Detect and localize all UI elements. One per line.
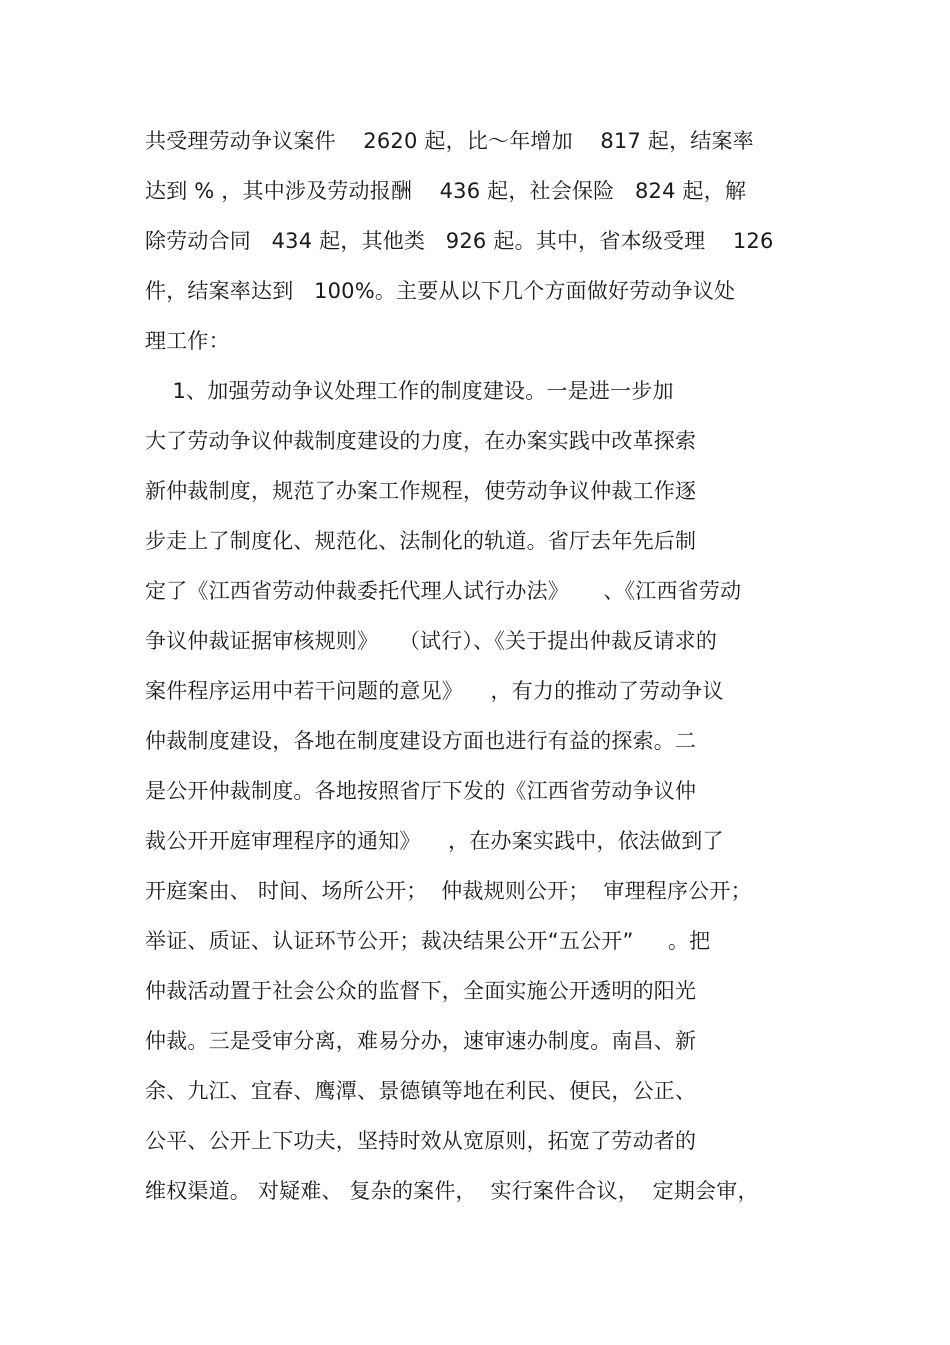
text-line: 步走上了制度化、规范化、法制化的轨道。省厅去年先后制 xyxy=(145,529,697,553)
text-line: 余、九江、宜春、鹰潭、景德镇等地在利民、便民，公正、 xyxy=(145,1079,697,1103)
text-line: 件，结案率达到 100%。主要从以下几个方面做好劳动争议处 xyxy=(145,279,736,303)
text-line: 是公开仲裁制度。各地按照省厅下发的《江西省劳动争议仲 xyxy=(145,779,697,803)
text-line: 除劳动合同 434 起，其他类 926 起。其中，省本级受理 126 xyxy=(145,229,774,253)
text-line: 案件程序运用中若干问题的意见》 ，有力的推动了劳动争议 xyxy=(145,679,724,703)
text-line: 定了《江西省劳动仲裁委托代理人试行办法》 、《江西省劳动 xyxy=(145,579,742,603)
text-line: 理工作： xyxy=(145,329,230,353)
text-line: 裁公开开庭审理程序的通知》 ，在办案实践中，依法做到了 xyxy=(145,829,724,853)
text-line: 达到 % ，其中涉及劳动报酬 436 起，社会保险 824 起，解 xyxy=(145,179,747,203)
text-line: 仲裁活动置于社会公众的监督下，全面实施公开透明的阳光 xyxy=(145,979,697,1003)
text-line: 争议仲裁证据审核规则》 （试行）、《关于提出仲裁反请求的 xyxy=(145,629,718,653)
text-line: 公平、公开上下功夫，坚持时效从宽原则，拓宽了劳动者的 xyxy=(145,1129,697,1153)
text-line: 仲裁。三是受审分离，难易分办，速审速办制度。南昌、新 xyxy=(145,1029,697,1053)
text-line: 大了劳动争议仲裁制度建设的力度，在办案实践中改革探索 xyxy=(145,429,697,453)
paragraph-heading-line: 1、加强劳动争议处理工作的制度建设。一是进一步加 xyxy=(145,379,674,403)
text-line: 开庭案由、 时间、场所公开； 仲裁规则公开； 审理程序公开； xyxy=(145,879,752,903)
text-line: 共受理劳动争议案件 2620 起，比～年增加 817 起，结案率 xyxy=(145,129,754,153)
text-line: 新仲裁制度，规范了办案工作规程，使劳动争议仲裁工作逐 xyxy=(145,479,697,503)
text-line: 仲裁制度建设，各地在制度建设方面也进行有益的探索。二 xyxy=(145,729,697,753)
text-line: 举证、质证、认证环节公开；裁决结果公开“五公开” 。把 xyxy=(145,929,711,953)
text-line: 维权渠道。 对疑难、 复杂的案件， 实行案件合议， 定期会审， xyxy=(145,1179,759,1203)
